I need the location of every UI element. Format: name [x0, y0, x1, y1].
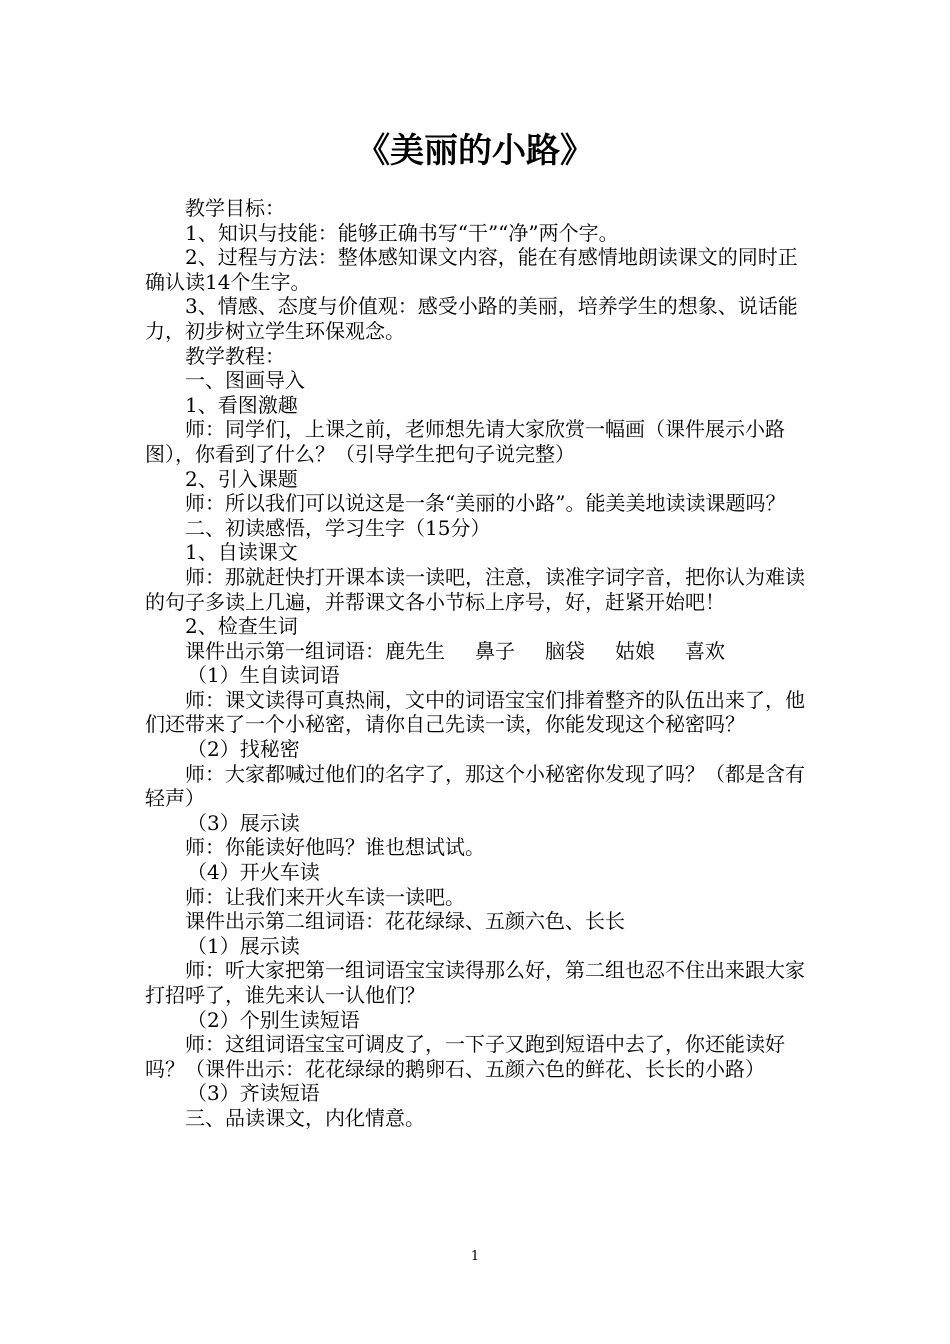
paragraph-objectives-heading: 教学目标：: [185, 196, 285, 220]
paragraph-step-2-1: 1、自读课文: [185, 540, 298, 565]
paragraph-teacher-9: 师：这组词语宝宝可调皮了，一下子又跑到短语中去了，你还能读好吗？（课件出示：花花绿绿的鹅卵石、五颜六色的鲜花、长长的小路）: [145, 1032, 785, 1081]
paragraph-objective-1: 1、知识与技能：能够正确书写“干”“净”两个字。: [185, 220, 619, 245]
paragraph-sub-7: （3）齐读短语: [187, 1081, 320, 1106]
page-title: 《美丽的小路》: [356, 131, 594, 171]
paragraph-sub-6: （2）个别生读短语: [187, 1007, 360, 1032]
paragraph-teacher-1: 师：同学们，上课之前，老师想先请大家欣赏一幅画（课件展示小路图），你看到了什么？（引导学生把句子说完整）: [145, 417, 785, 466]
word-item: 鼻子: [475, 638, 515, 663]
paragraph-objective-3: 3、情感、态度与价值观：感受小路的美丽，培养学生的想象、说话能力，初步树立学生环保观念。: [145, 294, 798, 343]
paragraph-section-2: 二、初读感悟，学习生字（15分）: [185, 515, 491, 540]
page-number: 1: [470, 1249, 480, 1264]
paragraph-step-2-2: 2、检查生词: [185, 614, 298, 639]
word-group-1-label: 课件出示第一组词语：: [185, 638, 385, 663]
paragraph-sub-4: （4）开火车读: [187, 860, 320, 885]
word-item: 喜欢: [685, 638, 725, 663]
paragraph-process-heading: 教学教程：: [185, 343, 285, 368]
word-group-2: 课件出示第二组词语：花花绿绿、五颜六色、长长: [185, 909, 625, 934]
word-item: 姑娘: [615, 638, 655, 663]
word-group-1: [145, 639, 810, 664]
paragraph-teacher-7: 师：让我们来开火车读一读吧。: [185, 884, 465, 909]
paragraph-teacher-2: 师：所以我们可以说这是一条“美丽的小路”。能美美地读读课题吗？: [185, 491, 786, 516]
paragraph-teacher-6: 师：你能读好他吗？谁也想试试。: [185, 835, 485, 860]
paragraph-sub-2: （2）找秘密: [187, 737, 300, 762]
paragraph-teacher-8: 师：听大家把第一组词语宝宝读得那么好，第二组也忍不住出来跟大家打招呼了，谁先来认一认他们？: [145, 958, 805, 1007]
paragraph-sub-5: （1）展示读: [187, 933, 300, 958]
paragraph-teacher-4: 师：课文读得可真热闹，文中的词语宝宝们排着整齐的队伍出来了，他们还带来了一个小秘密，请你自己先读一读，你能发现这个秘密吗？: [145, 687, 805, 737]
paragraph-teacher-5: 师：大家都喊过他们的名字了，那这个小秘密你发现了吗？（都是含有轻声）: [145, 761, 805, 811]
paragraph-objective-2: 2、过程与方法：整体感知课文内容，能在有感情地朗读课文的同时正确认读14个生字。: [145, 245, 798, 294]
word-item: 鹿先生: [385, 638, 445, 663]
paragraph-teacher-3: 师：那就赶快打开课本读一读吧，注意，读准字词字音，把你认为难读的句子多读上几遍，并帮课文各小节标上序号，好，赶紧开始吧！: [145, 564, 805, 614]
paragraph-step-1-1: 1、看图激趣: [185, 392, 298, 417]
word-item: 脑袋: [545, 638, 585, 663]
paragraph-section-3: 三、品读课文，内化情意。: [185, 1105, 425, 1130]
paragraph-sub-3: （3）展示读: [187, 810, 300, 835]
paragraph-section-1: 一、图画导入: [185, 368, 305, 393]
document-body: [145, 196, 810, 1131]
paragraph-step-1-2: 2、引入课题: [185, 466, 298, 491]
paragraph-sub-1: （1）生自读词语: [187, 663, 340, 688]
